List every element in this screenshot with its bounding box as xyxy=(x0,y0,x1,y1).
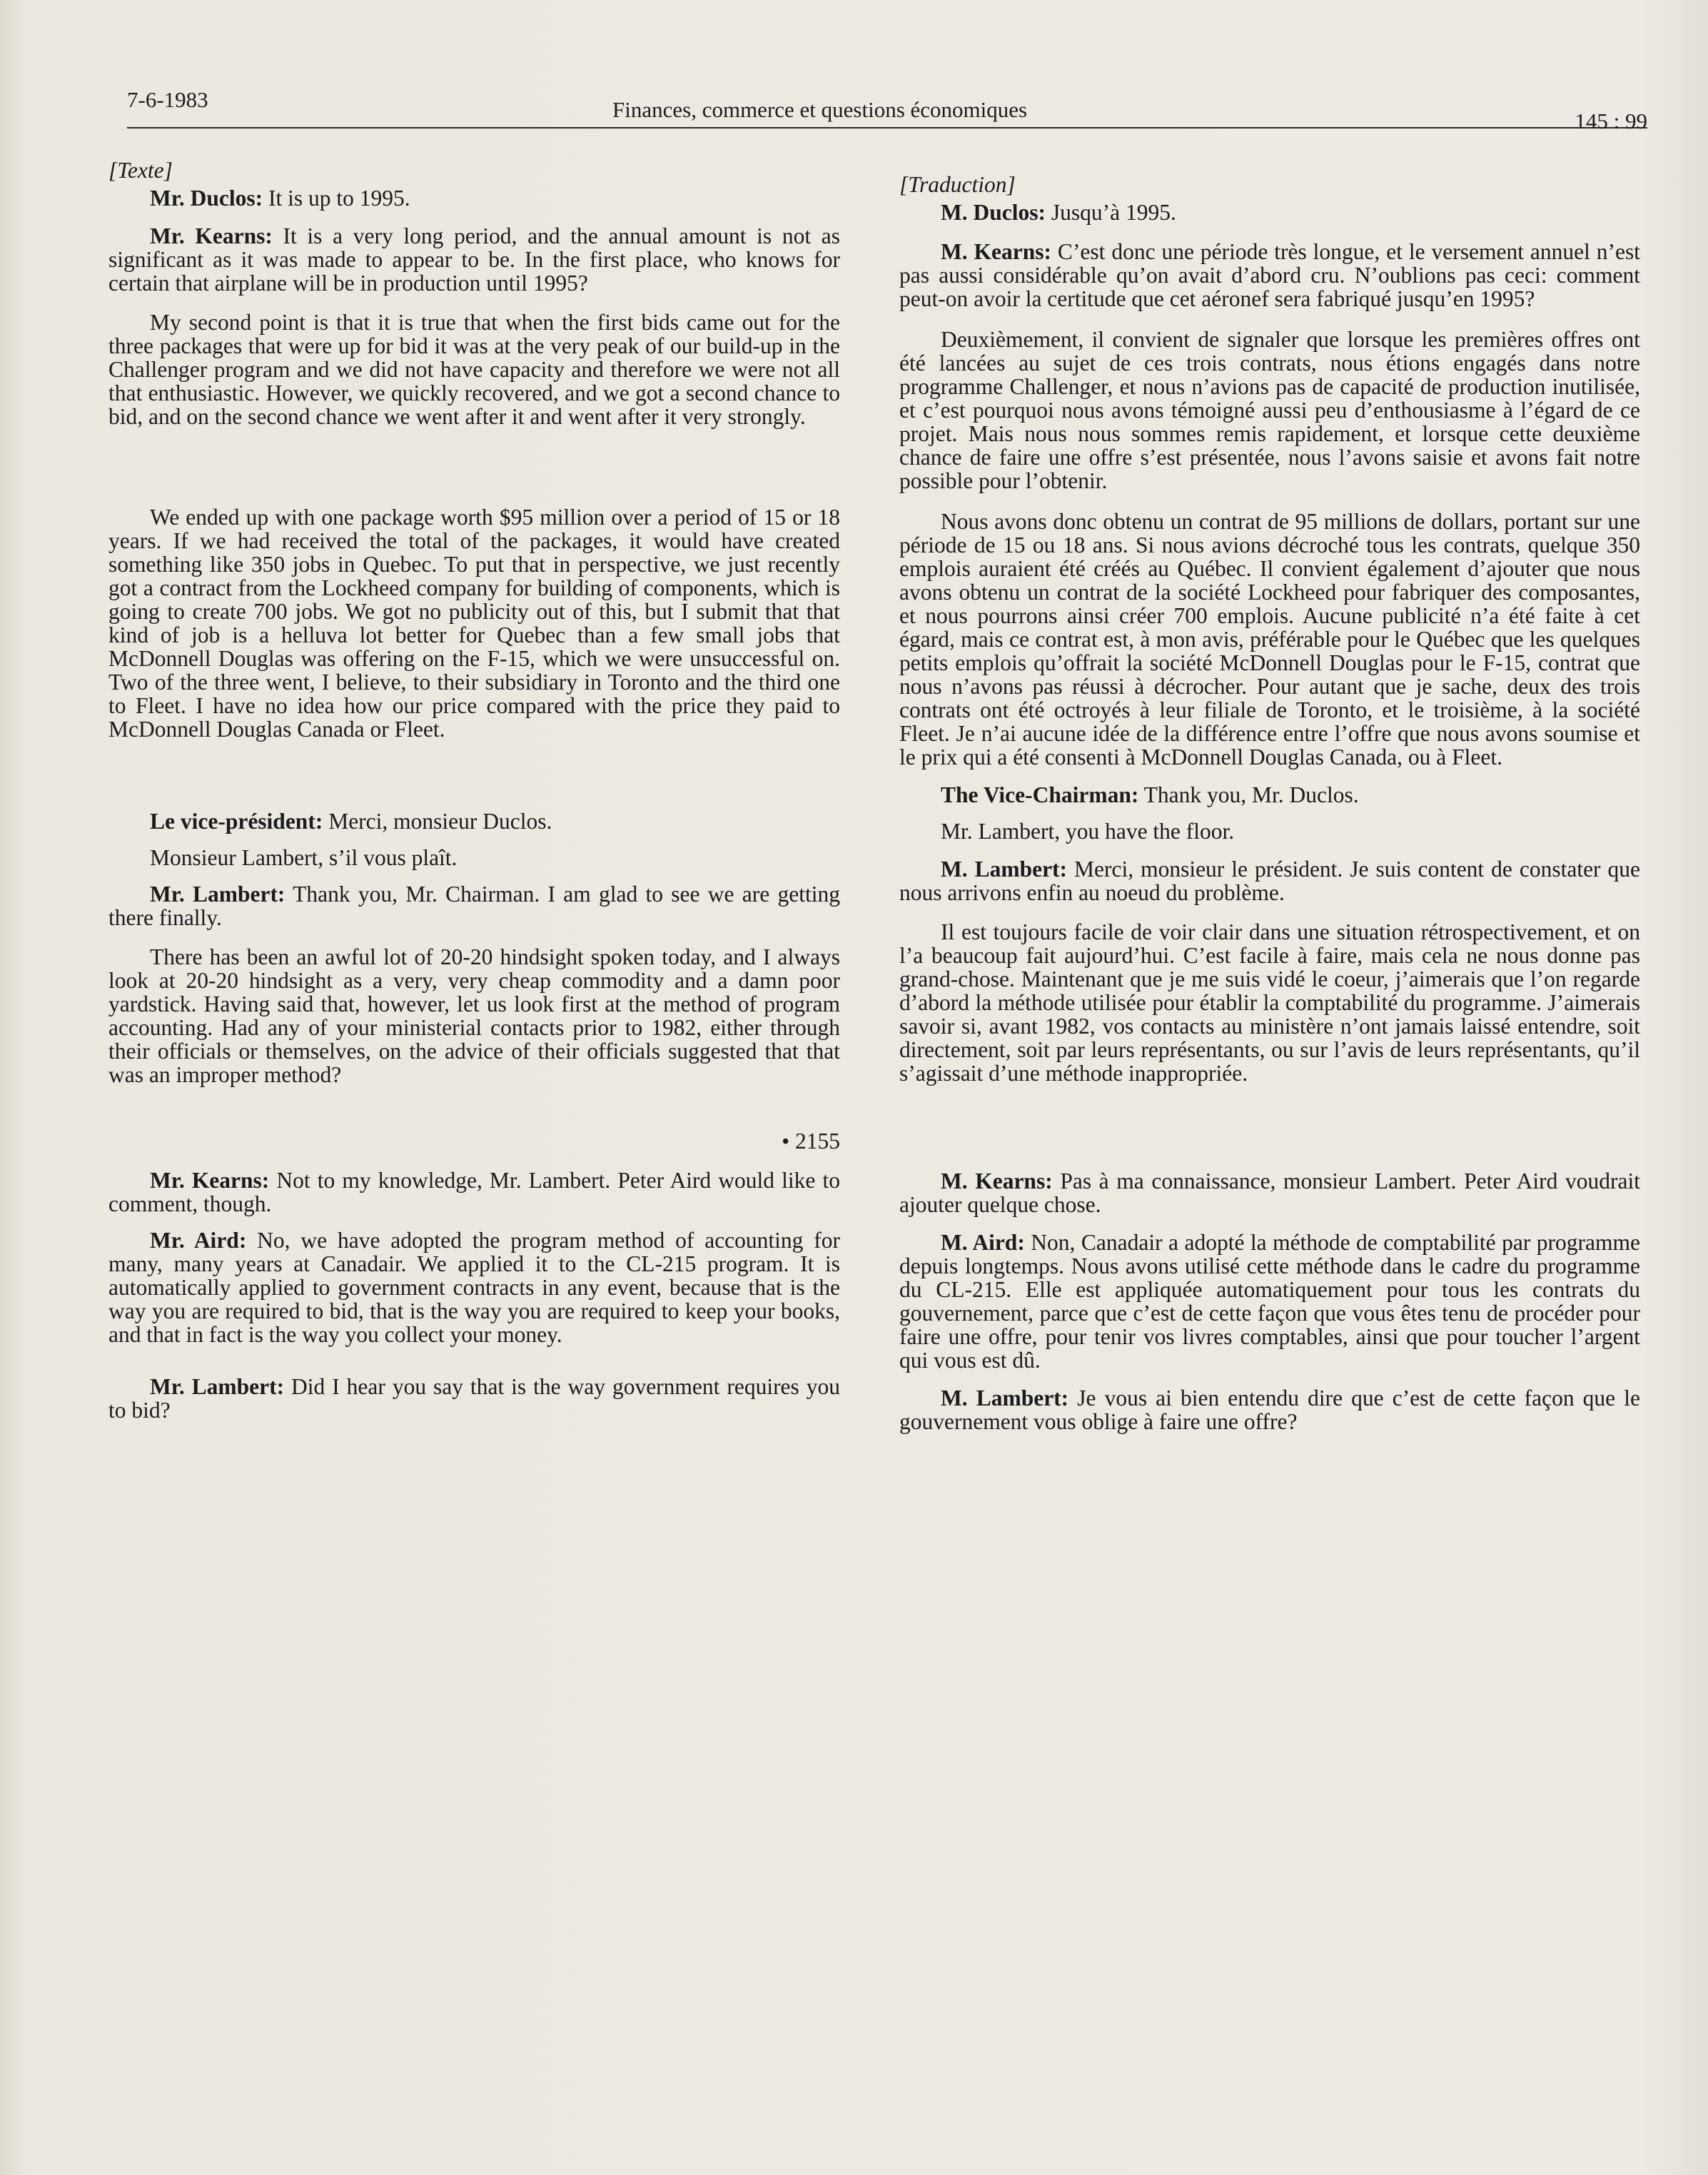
page-header xyxy=(127,84,1647,133)
speaker-name: M. Lambert: xyxy=(941,857,1068,882)
speech-text: Jusqu’à 1995. xyxy=(1045,200,1176,225)
paragraph xyxy=(899,920,1640,1085)
paragraph xyxy=(899,328,1640,493)
paragraph xyxy=(108,809,840,833)
paragraph xyxy=(108,186,840,210)
paragraph xyxy=(899,857,1640,904)
speech-text: My second point is that it is true that when the first bids came out for the three packages that were up for bid it was at the very peak of our build-up in the Challenger program and we did not have capacity and therefore we were not all that enthusiastic. However, we quickly recovered, and we got a second chance to bid, and on the second chance we went after it and went after it very strongly. xyxy=(108,310,840,429)
speaker-name: M. Kearns: xyxy=(941,1169,1053,1194)
speech-text: Mr. Lambert, you have the floor. xyxy=(941,819,1235,844)
speech-text: It is a very long period, and the annual amount is not as significant as it was made to appear to be. In the first place, who knows for certain that airplane will be in production until 1995? xyxy=(108,223,841,296)
speaker-name: M. Lambert: xyxy=(941,1386,1069,1411)
speech-text: C’est donc une période très longue, et le versement annuel n’est pas aussi considérable qu’on avait d’abord cru. N’oublions pas ceci: comment peut-on avoir la certitude que cet aéronef sera fabriqué jusqu’en 1995? xyxy=(899,239,1640,311)
speech-text: Nous avons donc obtenu un contrat de 95 millions de dollars, portant sur une période de 15 ou 18 ans. Si nous avions décroché tous les contrats, quelque 350 emplois auraient été créés au Québec. Il convient également d’ajouter que nous avons obtenu un contrat de la société Lockheed pour fabriquer des composantes, et nous pourrons ainsi créer 700 emplois. Aucune publicité n’a été faite à cet égard, mais ce contrat est, à mon avis, préférable pour le Québec que les quelques petits emplois qu’offrait la société McDonnell Douglas pour le F-15, contrat que nous n’avons pas réussi à décrocher. Pour autant que je sache, deux des trois contrats ont été octroyés à leur filiale de Toronto, et le troisième, à la société Fleet. Je n’ai aucune idée de la différence entre l’offre que nous avons soumise et le prix qui a été consenti à McDonnell Douglas Canada, ou à Fleet. xyxy=(899,509,1640,769)
time-marker: • 2155 xyxy=(782,1129,840,1154)
speaker-name: Mr. Kearns: xyxy=(150,1168,270,1193)
paragraph xyxy=(108,1375,840,1422)
speaker-name: M. Duclos: xyxy=(941,200,1046,225)
section-label: [Texte] xyxy=(108,158,173,183)
header-page-number: 145 : 99 xyxy=(1575,109,1647,133)
speech-text: Did I hear you say that is the way government requires you to bid? xyxy=(108,1374,840,1423)
paragraph xyxy=(899,240,1640,311)
speaker-name: Le vice-président: xyxy=(150,809,323,834)
speech-text: Merci, monsieur le président. Je suis content de constater que nous arrivons enfin au noeud du problème. xyxy=(899,857,1640,905)
speech-text: Non, Canadair a adopté la méthode de comptabilité par programme depuis longtemps. Nous avons utilisé cette méthode dans le cadre du programme du CL-215. Elle est appliquée automatiquement pour tous les contrats du gouvernement, parce que c’est de cette façon que vous êtes tenu de procéder pour faire une offre, pour tenir vos livres comptables, ainsi que pour toucher l’argent qui vous est dû. xyxy=(899,1230,1640,1373)
header-title: Finances, commerce et questions économiques xyxy=(612,97,1028,122)
paragraph xyxy=(899,1386,1640,1433)
speaker-name: M. Kearns: xyxy=(941,239,1052,264)
speech-text: Monsieur Lambert, s’il vous plaît. xyxy=(150,845,458,870)
speech-text: It is up to 1995. xyxy=(263,186,410,211)
paragraph xyxy=(108,1228,840,1346)
speaker-name: Mr. Lambert: xyxy=(150,882,285,907)
paragraph xyxy=(108,945,840,1086)
paragraph xyxy=(108,311,840,428)
speech-text: Deuxièmement, il convient de signaler que lorsque les premières offres ont été lancées au sujet de ces trois contrats, nous étions engagés dans notre programme Challenger, et nous n’avions pas de capacité de production inutilisée, et c’est pourquoi nous avons témoigné aussi peu d’enthousiasme à l’égard de ce projet. Mais nous nous sommes remis rapidement, et lorsque cette deuxième chance de faire une offre s’est présentée, nous l’avons saisie et avons fait notre possible pour l’obtenir. xyxy=(899,327,1640,493)
paragraph xyxy=(899,819,1640,843)
speech-text: No, we have adopted the program method of accounting for many, many years at Canadair. We applied it to the CL-215 program. It is automatically applied to government contracts in any event, because that is the way you are required to bid, that is the way you are required to keep your books, and that in fact is the way you collect your money. xyxy=(108,1228,840,1347)
speech-text: Not to my knowledge, Mr. Lambert. Peter Aird would like to comment, though. xyxy=(108,1168,840,1216)
paragraph xyxy=(899,201,1640,224)
speaker-name: The Vice-Chairman: xyxy=(941,782,1139,807)
header-date: 7-6-1983 xyxy=(127,87,208,112)
speech-text: There has been an awful lot of 20-20 hindsight spoken today, and I always look at 20-20 hindsight as a very, very cheap commodity and a damn poor yardstick. Having said that, however, let us look first at the method of program accounting. Had any of your ministerial contacts prior to 1982, either through their officials or themselves, on the advice of their officials suggested that that was an improper method? xyxy=(108,944,840,1087)
speaker-name: Mr. Duclos: xyxy=(150,186,263,211)
paragraph xyxy=(108,224,840,295)
paragraph xyxy=(899,1231,1640,1372)
paragraph xyxy=(108,505,840,741)
paragraph xyxy=(108,846,840,869)
speaker-name: M. Aird: xyxy=(941,1230,1025,1255)
speaker-name: Mr. Aird: xyxy=(150,1228,247,1253)
paragraph xyxy=(899,510,1640,769)
paragraph xyxy=(108,1169,840,1216)
speech-text: We ended up with one package worth $95 million over a period of 15 or 18 years. If we had received the total of the packages, it would have created something like 350 jobs in Quebec. To put that in perspective, we just recently got a contract from the Lockheed company for building of components, which is going to create 700 jobs. We got no publicity out of this, but I submit that that kind of job is a helluva lot better for Quebec than a few small jobs that McDonnell Douglas was offering on the F-15, which we were unsuccessful on. Two of the three went, I believe, to their subsidiary in Toronto and the third one to Fleet. I have no idea how our price compared with the price they paid to McDonnell Douglas Canada or Fleet. xyxy=(108,505,840,742)
speech-text: Thank you, Mr. Duclos. xyxy=(1138,782,1359,807)
speech-text: Pas à ma connaissance, monsieur Lambert. Peter Aird voudrait ajouter quelque chose. xyxy=(899,1169,1640,1217)
speaker-name: Mr. Kearns: xyxy=(150,223,273,248)
speech-text: Merci, monsieur Duclos. xyxy=(323,809,552,834)
paragraph xyxy=(108,882,840,929)
section-label: [Traduction] xyxy=(899,172,1016,197)
speech-text: Thank you, Mr. Chairman. I am glad to see we are getting there finally. xyxy=(108,882,840,930)
right-column xyxy=(899,158,1640,1433)
speaker-name: Mr. Lambert: xyxy=(150,1374,285,1399)
left-column xyxy=(108,158,840,1422)
paragraph xyxy=(899,1169,1640,1216)
paragraph xyxy=(899,783,1640,807)
speech-text: Je vous ai bien entendu dire que c’est de cette façon que le gouvernement vous oblige à faire une offre? xyxy=(899,1386,1640,1434)
speech-text: Il est toujours facile de voir clair dans une situation rétrospectivement, et on l’a beaucoup fait aujourd’hui. C’est facile à faire, mais cela ne nous donne pas grand-chose. Maintenant que je me suis vidé le coeur, j’aimerais que l’on regarde d’abord la méthode utilisée pour établir la comptabilité du programme. J’aimerais savoir si, avant 1982, vos contacts au ministère n’ont jamais laissé entendre, soit directement, soit par leurs représentants, ou sur l’avis de leurs représentants, qu’il s’agissait d’une méthode inappropriée. xyxy=(899,919,1640,1086)
